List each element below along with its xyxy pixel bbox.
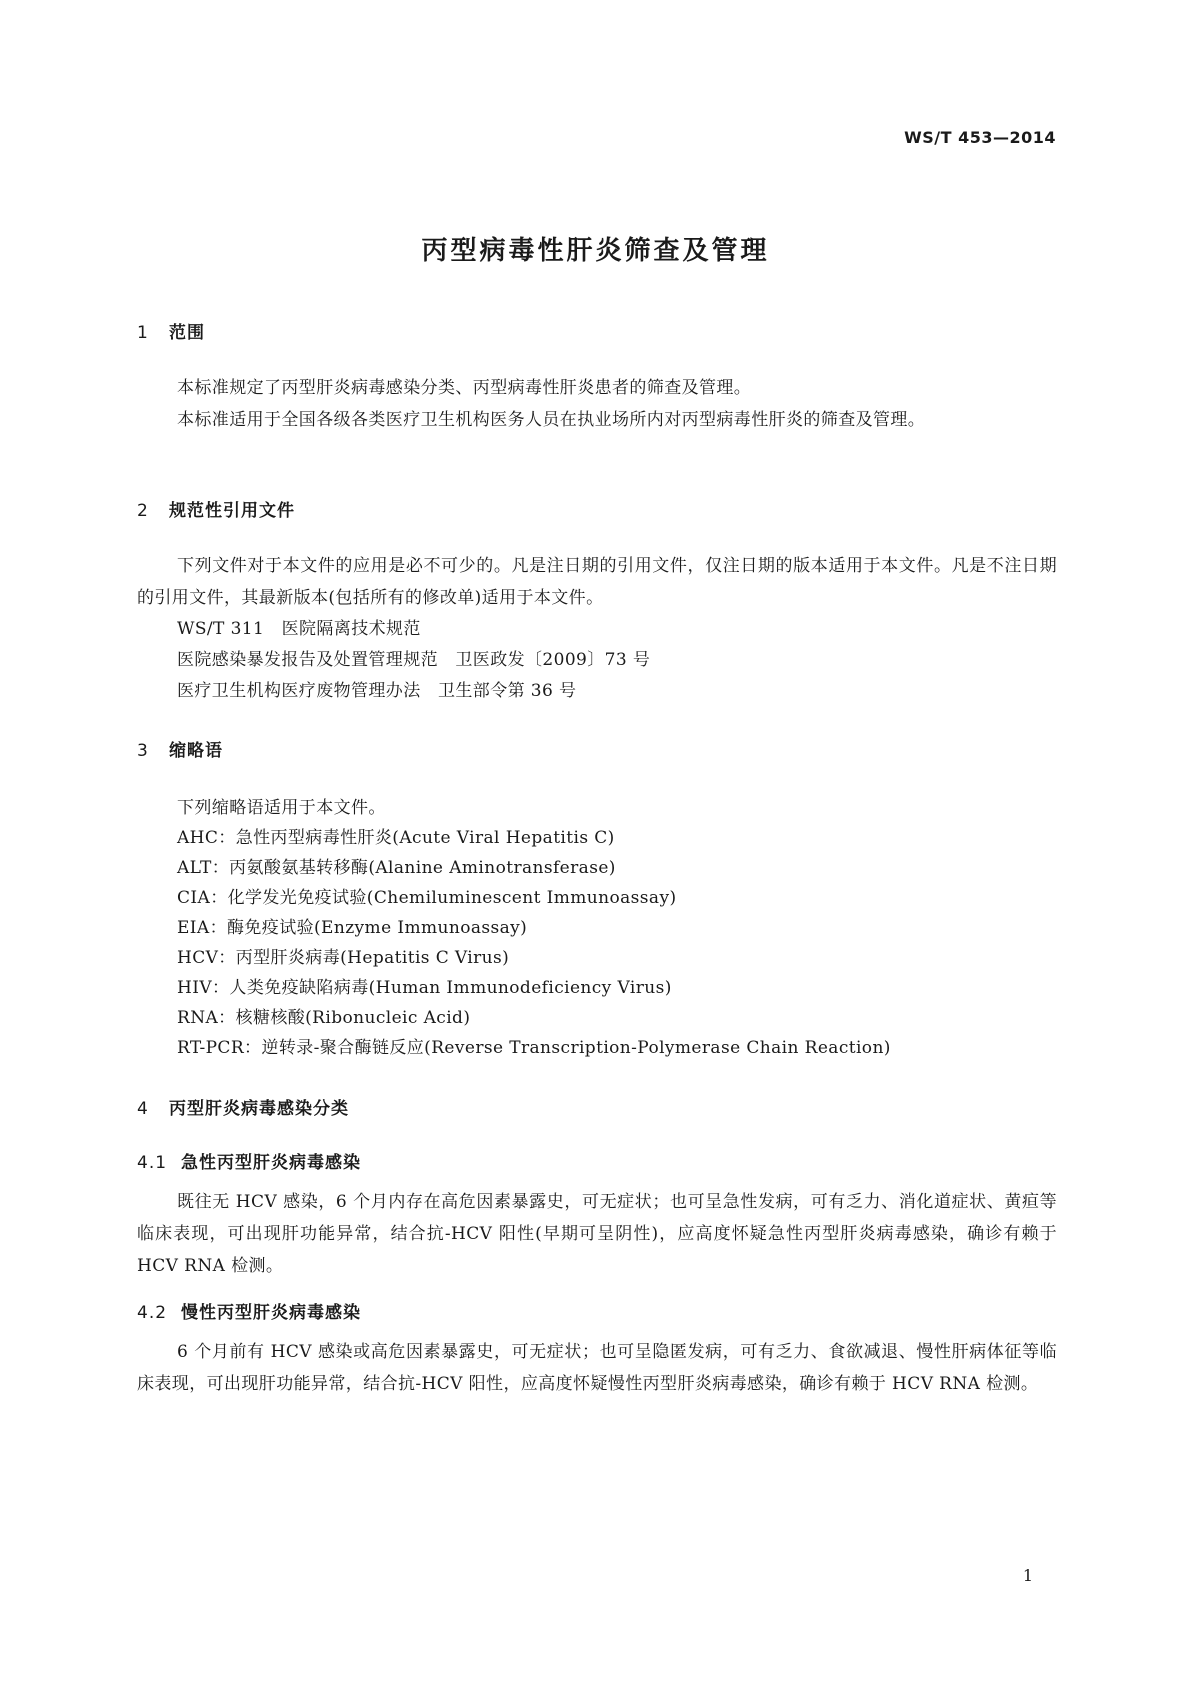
section-2-heading bbox=[137, 496, 295, 521]
section-title: 丙型肝炎病毒感染分类 bbox=[169, 1099, 349, 1119]
subsection-title: 急性丙型肝炎病毒感染 bbox=[181, 1153, 361, 1173]
section-number: 4 bbox=[137, 1099, 149, 1119]
standard-code: WS/T 453—2014 bbox=[904, 128, 1056, 147]
paragraph: 6 个月前有 HCV 感染或高危因素暴露史，可无症状；也可呈隐匿发病，可有乏力、食欲减退、慢性肝病体征等临床表现，可出现肝功能异常，结合抗-HCV 阳性，应高度怀疑慢性丙型肝炎病毒感染，确诊有赖于 HCV RNA 检测。 bbox=[137, 1342, 1057, 1394]
abbreviation-item: ALT：丙氨酸氨基转移酶(Alanine Aminotransferase) bbox=[177, 858, 616, 878]
subsection-number: 4.1 bbox=[137, 1153, 168, 1173]
abbreviation-item: CIA：化学发光免疫试验(Chemiluminescent Immunoassay) bbox=[177, 888, 677, 908]
subsection-4-2-heading bbox=[137, 1298, 361, 1323]
abbreviation-item: RT-PCR：逆转录-聚合酶链反应(Reverse Transcription-Polymerase Chain Reaction) bbox=[177, 1038, 891, 1058]
section-title: 范围 bbox=[169, 323, 205, 343]
paragraph: 本标准适用于全国各级各类医疗卫生机构医务人员在执业场所内对丙型病毒性肝炎的筛查及管理。 bbox=[177, 410, 926, 430]
section-1-heading bbox=[137, 318, 205, 343]
subsection-number: 4.2 bbox=[137, 1303, 168, 1323]
reference-item: 医疗卫生机构医疗废物管理办法 卫生部令第 36 号 bbox=[177, 681, 577, 701]
section-title: 缩略语 bbox=[169, 741, 223, 761]
paragraph: 本标准规定了丙型肝炎病毒感染分类、丙型病毒性肝炎患者的筛查及管理。 bbox=[177, 378, 752, 398]
section-4-heading bbox=[137, 1094, 349, 1119]
reference-item: 医院感染暴发报告及处置管理规范 卫医政发〔2009〕73 号 bbox=[177, 650, 651, 670]
paragraph: 既往无 HCV 感染，6 个月内存在高危因素暴露史，可无症状；也可呈急性发病，可有乏力、消化道症状、黄疸等临床表现，可出现肝功能异常，结合抗-HCV 阳性(早期可呈阴性)，应高度怀疑急性丙型肝炎病毒感染，确诊有赖于 HCV RNA 检测。 bbox=[137, 1192, 1057, 1276]
abbreviation-item: EIA：酶免疫试验(Enzyme Immunoassay) bbox=[177, 918, 528, 938]
abbreviation-item: HCV：丙型肝炎病毒(Hepatitis C Virus) bbox=[177, 948, 510, 968]
section-number: 3 bbox=[137, 741, 149, 761]
reference-item: WS/T 311 医院隔离技术规范 bbox=[177, 619, 421, 639]
page-number: 1 bbox=[1022, 1566, 1033, 1585]
subsection-4-1-heading bbox=[137, 1148, 361, 1173]
abbreviation-item: HIV：人类免疫缺陷病毒(Human Immunodeficiency Virus) bbox=[177, 978, 672, 998]
subsection-title: 慢性丙型肝炎病毒感染 bbox=[181, 1303, 361, 1323]
section-3-heading bbox=[137, 736, 223, 761]
abbreviation-item: RNA：核糖核酸(Ribonucleic Acid) bbox=[177, 1008, 471, 1028]
section-title: 规范性引用文件 bbox=[169, 501, 295, 521]
abbreviation-item: AHC：急性丙型病毒性肝炎(Acute Viral Hepatitis C) bbox=[177, 828, 615, 848]
paragraph: 下列文件对于本文件的应用是必不可少的。凡是注日期的引用文件，仅注日期的版本适用于本文件。凡是不注日期的引用文件，其最新版本(包括所有的修改单)适用于本文件。 bbox=[137, 556, 1057, 608]
paragraph: 下列缩略语适用于本文件。 bbox=[177, 798, 386, 818]
page-title: 丙型病毒性肝炎筛查及管理 bbox=[421, 236, 770, 266]
section-number: 2 bbox=[137, 501, 149, 521]
section-number: 1 bbox=[137, 323, 149, 343]
